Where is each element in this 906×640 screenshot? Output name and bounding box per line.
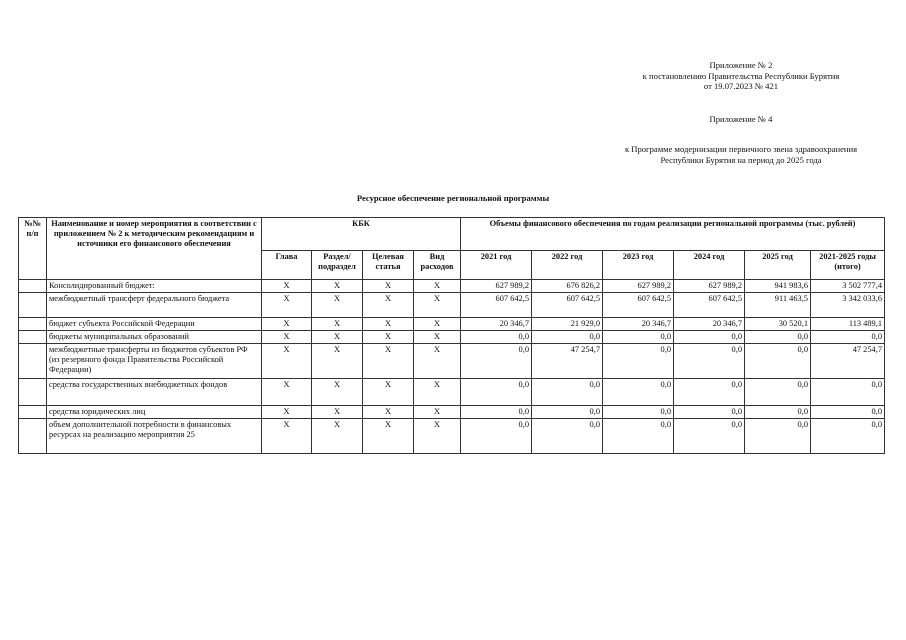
program-line-1: к Программе модернизации первичного звена здравоохранения [624, 144, 858, 154]
kbk-cell: X [312, 293, 363, 318]
value-cell: 20 346,7 [461, 318, 532, 331]
header-year-col: 2021 год [461, 251, 532, 280]
row-name-cell: бюджеты муниципальных образований [47, 331, 262, 344]
value-cell: 3 342 033,6 [811, 293, 885, 318]
value-cell: 0,0 [532, 331, 603, 344]
value-cell: 607 642,5 [532, 293, 603, 318]
kbk-cell: X [312, 318, 363, 331]
kbk-cell: X [363, 293, 414, 318]
row-number-cell [19, 318, 47, 331]
kbk-cell: X [414, 293, 461, 318]
kbk-cell: X [312, 280, 363, 293]
table-row [19, 344, 885, 379]
value-cell: 47 254,7 [811, 344, 885, 379]
value-cell: 607 642,5 [603, 293, 674, 318]
value-cell: 0,0 [745, 419, 811, 454]
header-kbk: КБК [262, 218, 461, 251]
value-cell: 0,0 [674, 419, 745, 454]
row-number-cell [19, 379, 47, 406]
value-cell: 0,0 [674, 406, 745, 419]
value-cell: 607 642,5 [461, 293, 532, 318]
kbk-cell: X [363, 379, 414, 406]
kbk-cell: X [262, 293, 312, 318]
value-cell: 0,0 [532, 406, 603, 419]
kbk-cell: X [414, 379, 461, 406]
value-cell: 0,0 [811, 331, 885, 344]
value-cell: 0,0 [811, 406, 885, 419]
resource-table [18, 217, 885, 454]
kbk-cell: X [262, 344, 312, 379]
header-number: №№ п/п [19, 218, 47, 280]
table-row [19, 280, 885, 293]
row-number-cell [19, 280, 47, 293]
header-kbk-col: Целевая статья [363, 251, 414, 280]
value-cell: 0,0 [603, 344, 674, 379]
table-row [19, 419, 885, 454]
kbk-cell: X [363, 419, 414, 454]
row-name-cell: бюджет субъекта Российской Федерации [47, 318, 262, 331]
value-cell: 0,0 [811, 379, 885, 406]
row-number-cell [19, 419, 47, 454]
row-number-cell [19, 331, 47, 344]
value-cell: 627 989,2 [674, 280, 745, 293]
kbk-cell: X [262, 280, 312, 293]
value-cell: 0,0 [461, 419, 532, 454]
kbk-cell: X [262, 318, 312, 331]
value-cell: 0,0 [461, 344, 532, 379]
header-year-col: 2022 год [532, 251, 603, 280]
kbk-cell: X [414, 406, 461, 419]
kbk-cell: X [312, 419, 363, 454]
header-volumes: Объемы финансового обеспечения по годам реализации региональной программы (тыс. рублей) [461, 218, 885, 251]
value-cell: 0,0 [745, 331, 811, 344]
kbk-cell: X [363, 280, 414, 293]
value-cell: 0,0 [745, 406, 811, 419]
row-name-cell: средства государственных внебюджетных фондов [47, 379, 262, 406]
kbk-cell: X [414, 280, 461, 293]
header-year-col: 2025 год [745, 251, 811, 280]
header-year-col: 2021-2025 годы (итого) [811, 251, 885, 280]
kbk-cell: X [262, 406, 312, 419]
kbk-cell: X [363, 344, 414, 379]
table-row [19, 331, 885, 344]
kbk-cell: X [262, 331, 312, 344]
kbk-cell: X [312, 331, 363, 344]
header-kbk-col: Глава [262, 251, 312, 280]
kbk-cell: X [414, 331, 461, 344]
value-cell: 0,0 [674, 344, 745, 379]
value-cell: 0,0 [461, 379, 532, 406]
program-reference [596, 144, 886, 165]
program-line-2: Республики Бурятия на период до 2025 года [660, 154, 822, 165]
kbk-cell: X [312, 379, 363, 406]
value-cell: 627 989,2 [461, 280, 532, 293]
header-kbk-col: Вид расходов [414, 251, 461, 280]
table-row [19, 318, 885, 331]
kbk-cell: X [262, 379, 312, 406]
value-cell: 0,0 [745, 344, 811, 379]
table-row [19, 406, 885, 419]
value-cell: 0,0 [674, 331, 745, 344]
value-cell: 627 989,2 [603, 280, 674, 293]
value-cell: 676 826,2 [532, 280, 603, 293]
row-name-cell: межбюджетные трансферты из бюджетов субъектов РФ (из резервного фонда Правительства Российской Федерации) [47, 344, 262, 379]
row-number-cell [19, 344, 47, 379]
kbk-cell: X [363, 331, 414, 344]
table-row [19, 379, 885, 406]
table-row [19, 293, 885, 318]
value-cell: 0,0 [532, 379, 603, 406]
header-year-col: 2024 год [674, 251, 745, 280]
value-cell: 0,0 [461, 406, 532, 419]
value-cell: 30 520,1 [745, 318, 811, 331]
header-name: Наименование и номер мероприятия в соответствии с приложением № 2 к методическим рекомендациям и источники его финансового обеспечения [47, 218, 262, 280]
value-cell: 0,0 [745, 379, 811, 406]
appendix-2-decree: к постановлению Правительства Республики Бурятия [642, 70, 840, 81]
kbk-cell: X [363, 318, 414, 331]
value-cell: 607 642,5 [674, 293, 745, 318]
kbk-cell: X [312, 406, 363, 419]
appendix-2-header [596, 60, 886, 92]
value-cell: 0,0 [603, 406, 674, 419]
value-cell: 47 254,7 [532, 344, 603, 379]
value-cell: 0,0 [461, 331, 532, 344]
row-name-cell: объем дополнительной потребности в финансовых ресурсах на реализацию мероприятия 25 [47, 419, 262, 454]
header-kbk-col: Раздел/ подраздел [312, 251, 363, 280]
value-cell: 113 489,1 [811, 318, 885, 331]
appendix-2-date: от 19.07.2023 № 421 [703, 81, 779, 91]
header-year-col: 2023 год [603, 251, 674, 280]
value-cell: 21 929,0 [532, 318, 603, 331]
kbk-cell: X [414, 419, 461, 454]
appendix-2-label: Приложение № 2 [709, 60, 773, 70]
value-cell: 0,0 [603, 331, 674, 344]
row-name-cell: межбюджетный трансферт федерального бюджета [47, 293, 262, 318]
kbk-cell: X [312, 344, 363, 379]
kbk-cell: X [363, 406, 414, 419]
appendix-4-label: Приложение № 4 [709, 114, 773, 124]
value-cell: 0,0 [674, 379, 745, 406]
row-number-cell [19, 406, 47, 419]
kbk-cell: X [414, 344, 461, 379]
row-name-cell: средства юридических лиц [47, 406, 262, 419]
value-cell: 20 346,7 [674, 318, 745, 331]
value-cell: 911 463,5 [745, 293, 811, 318]
value-cell: 0,0 [532, 419, 603, 454]
kbk-cell: X [414, 318, 461, 331]
value-cell: 3 502 777,4 [811, 280, 885, 293]
value-cell: 0,0 [811, 419, 885, 454]
row-number-cell [19, 293, 47, 318]
appendix-4-header [596, 114, 886, 125]
value-cell: 941 983,6 [745, 280, 811, 293]
document-title: Ресурсное обеспечение региональной программы [356, 193, 550, 203]
value-cell: 0,0 [603, 419, 674, 454]
value-cell: 0,0 [603, 379, 674, 406]
row-name-cell: Консолидированный бюджет: [47, 280, 262, 293]
value-cell: 20 346,7 [603, 318, 674, 331]
kbk-cell: X [262, 419, 312, 454]
